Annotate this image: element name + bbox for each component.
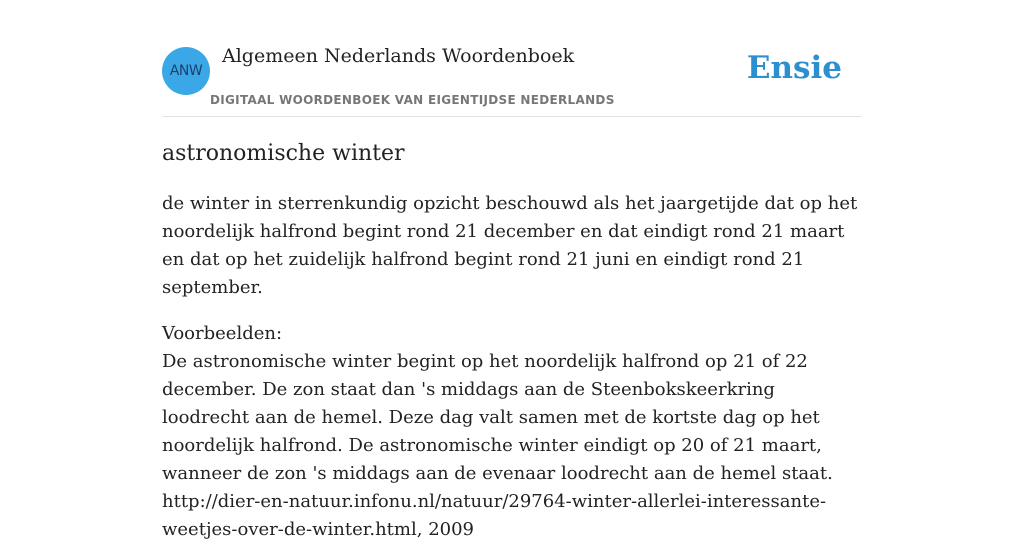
example-source-year: , 2009 bbox=[416, 519, 475, 540]
entry-content bbox=[162, 136, 862, 544]
example-source-url[interactable]: http://dier-en-natuur.infonu.nl/natuur/29764-winter-allerlei-interessante-weetjes-over-de-winter.html bbox=[162, 491, 827, 540]
dictionary-title[interactable]: Algemeen Nederlands Woordenboek bbox=[222, 45, 575, 67]
entry-headword: astronomische winter bbox=[162, 141, 405, 166]
ensie-brand-logo[interactable]: Ensie bbox=[746, 50, 842, 86]
logo-text: ANW bbox=[169, 63, 203, 79]
examples-section bbox=[162, 320, 862, 544]
examples-label: Voorbeelden: bbox=[162, 323, 283, 344]
site-header bbox=[162, 0, 862, 117]
anw-logo[interactable] bbox=[162, 47, 210, 95]
dictionary-subtitle: DIGITAAL WOORDENBOEK VAN EIGENTIJDSE NEDERLANDS bbox=[210, 93, 615, 107]
entry-definition: de winter in sterrenkundig opzicht beschouwd als het jaargetijde dat op het noordelijk halfrond begint rond 21 december en dat eindigt rond 21 maart en dat op het zuidelijk halfrond begint rond 21 juni en eindigt rond 21 september. bbox=[162, 193, 858, 298]
example-text: De astronomische winter begint op het noordelijk halfrond op 21 of 22 december. De zon staat dan 's middags aan de Steenbokskeerkring loodrecht aan de hemel. Deze dag valt samen met de kortste dag op het noordelijk halfrond. De astronomische winter eindigt op 20 of 21 maart, wanneer de zon 's middags aan de evenaar loodrecht aan de hemel staat. bbox=[162, 351, 833, 484]
